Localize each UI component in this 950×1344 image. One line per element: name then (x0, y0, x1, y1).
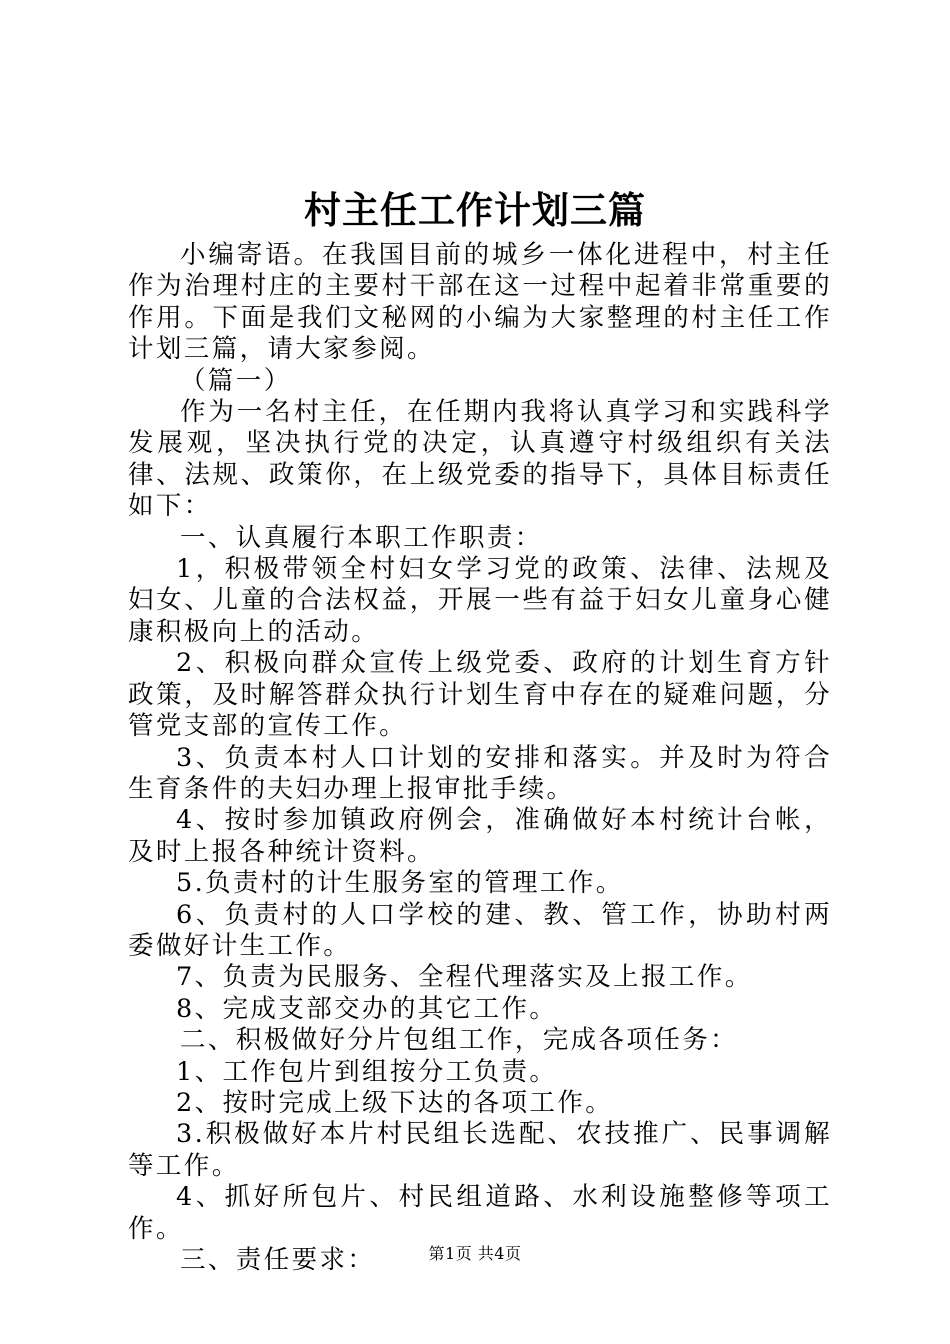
list-item: 7、负责为民服务、全程代理落实及上报工作。 (176, 962, 753, 993)
list-item: 2、按时完成上级下达的各项工作。 (176, 1087, 614, 1118)
list-item: 3.积极做好本片村民组长选配、农技推广、民事调解等工作。 (128, 1119, 832, 1181)
list-item: 3、负责本村人口计划的安排和落实。并及时为符合生育条件的夫妇办理上报审批手续。 (128, 742, 832, 804)
section-label-part-one: （篇一） (180, 365, 292, 396)
heading-requirements: 三、责任要求： (180, 1245, 376, 1275)
heading-duties: 一、认真履行本职工作职责： (180, 522, 543, 553)
list-item: 2、积极向群众宣传上级党委、政府的计划生育方针政策，及时解答群众执行计划生育中存在的疑难问题，分管党支部的宣传工作。 (128, 648, 832, 742)
list-item: 4、抓好所包片、村民组道路、水利设施整修等项工作。 (128, 1182, 832, 1244)
page-number-footer: 第1页 共4页 (428, 1244, 522, 1263)
heading-groups: 二、积极做好分片包组工作，完成各项任务： (180, 1025, 739, 1056)
list-item: 4、按时参加镇政府例会，准确做好本村统计台帐，及时上报各种统计资料。 (128, 805, 832, 867)
list-item: 8、完成支部交办的其它工作。 (176, 993, 558, 1024)
list-item: 1，积极带领全村妇女学习党的政策、法律、法规及妇女、儿童的合法权益，开展一些有益于妇女儿童身心健康积极向上的活动。 (128, 554, 832, 647)
paragraph: 作为一名村主任，在任期内我将认真学习和实践科学发展观，坚决执行党的决定，认真遵守村级组织有关法律、法规、政策你，在上级党委的指导下，具体目标责任如下： (128, 397, 832, 522)
list-item: 6、负责村的人口学校的建、教、管工作，协助村两委做好计生工作。 (128, 899, 832, 961)
intro-paragraph: 小编寄语。在我国目前的城乡一体化进程中，村主任作为治理村庄的主要村干部在这一过程中起着非常重要的作用。下面是我们文秘网的小编为大家整理的村主任工作计划三篇，请大家参阅。 (128, 240, 832, 365)
list-item: 1、工作包片到组按分工负责。 (176, 1056, 558, 1087)
document-body (128, 240, 832, 1276)
list-item: 5.负责村的计生服务室的管理工作。 (176, 868, 624, 899)
document-title: 村主任工作计划三篇 (304, 188, 646, 232)
